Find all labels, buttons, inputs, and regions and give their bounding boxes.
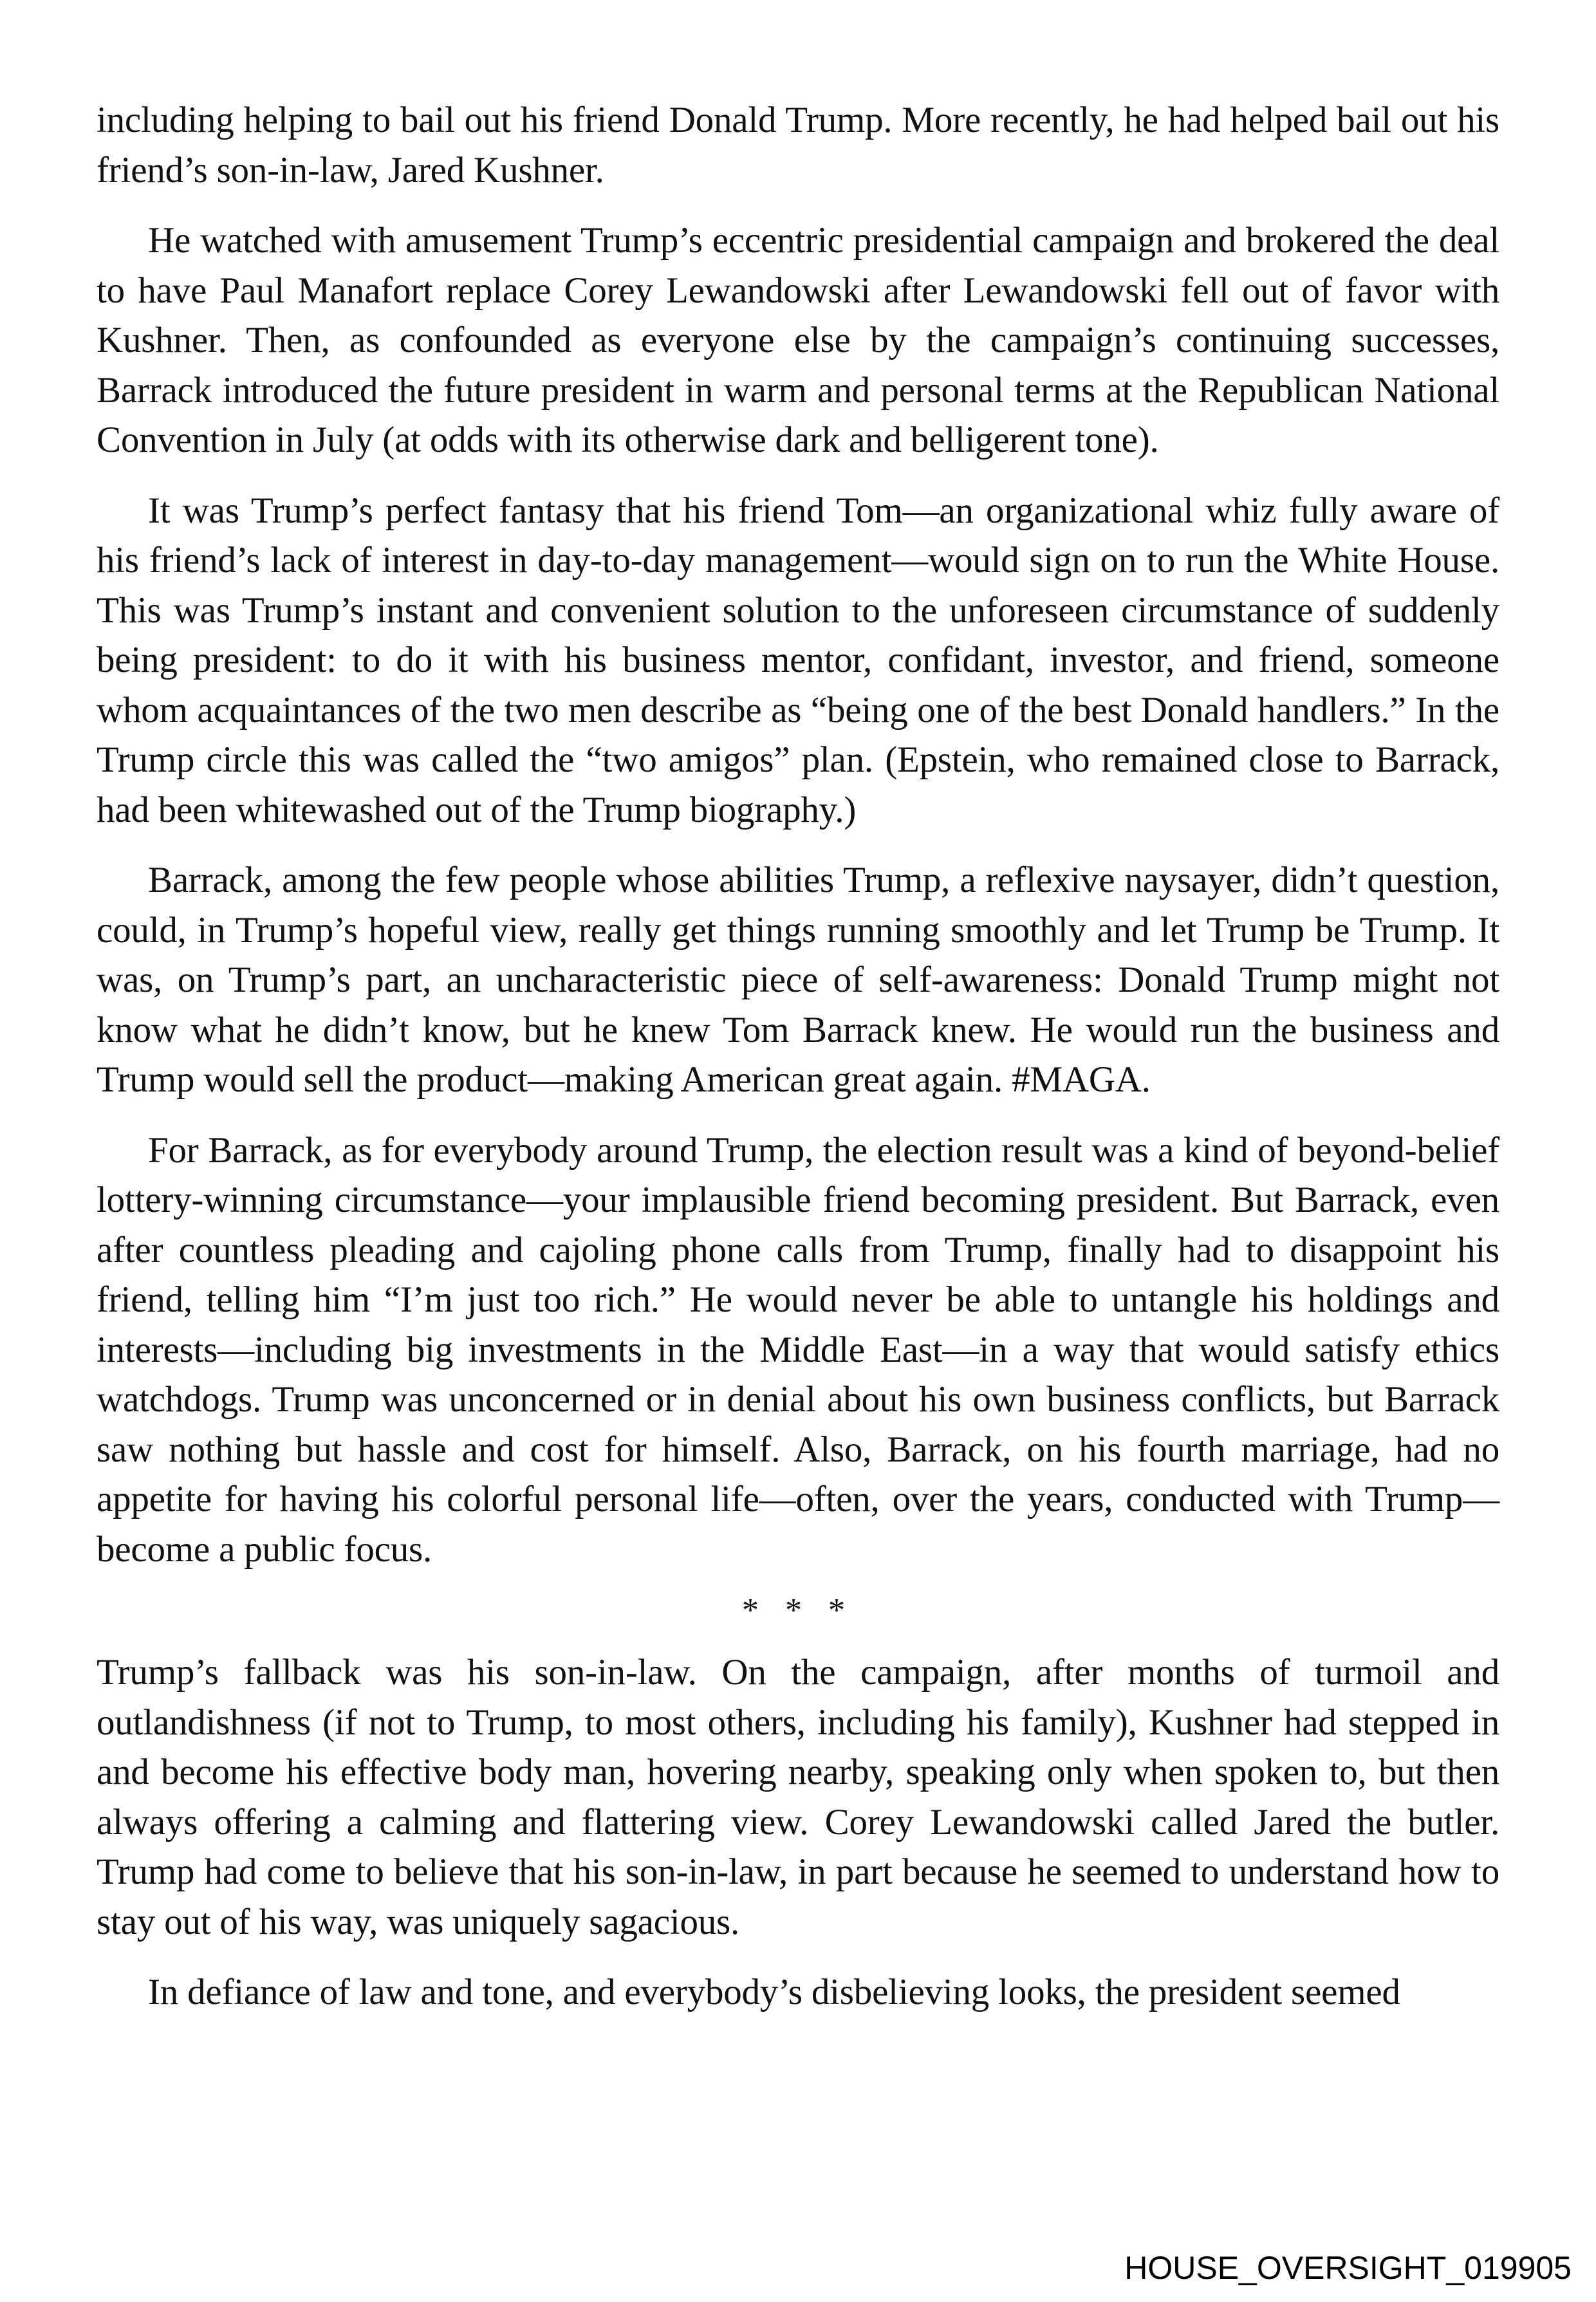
paragraph-1: including helping to bail out his friend Donald Trump. More recently, he had helped bail out his friend’s son-in-law, Jared Kushner. <box>97 100 1499 190</box>
paragraph-7: In defiance of law and tone, and everybody’s disbelieving looks, the president seemed <box>148 1972 1400 2012</box>
paragraph-4: Barrack, among the few people whose abilities Trump, a reflexive naysayer, didn’t question, could, in Trump’s hopeful view, really get things running smoothly and let Trump be Trump. It was, on Trump’s part, an uncharacteristic piece of self-awareness: Donald Trump might not know what he didn’t know, but he knew Tom Barrack knew. He would run the business and Trump would sell the product—making American great again. #MAGA. <box>97 860 1499 1100</box>
section-break-asterisks: * * * <box>742 1592 854 1629</box>
document-body <box>97 95 1499 2038</box>
bates-number-footer: HOUSE_OVERSIGHT_019905 <box>1124 2250 1572 2286</box>
paragraph-6: Trump’s fallback was his son-in-law. On the campaign, after months of turmoil and outlandishness (if not to Trump, to most others, including his family), Kushner had stepped in and become his effective body man, hovering nearby, speaking only when spoken to, but then always offering a calming and flattering view. Corey Lewandowski called Jared the butler. Trump had come to believe that his son-in-law, in part because he seemed to understand how to stay out of his way, was uniquely sagacious. <box>97 1652 1499 1942</box>
paragraph-5: For Barrack, as for everybody around Trump, the election result was a kind of beyond-belief lottery-winning circumstance—your implausible friend becoming president. But Barrack, even after countless pleading and cajoling phone calls from Trump, finally had to disappoint his friend, telling him “I’m just too rich.” He would never be able to untangle his holdings and interests—including big investments in the Middle East—in a way that would satisfy ethics watchdogs. Trump was unconcerned or in denial about his own business conflicts, but Barrack saw nothing but hassle and cost for himself. Also, Barrack, on his fourth marriage, had no appetite for having his colorful personal life—often, over the years, conducted with Trump—become a public focus. <box>97 1129 1499 1570</box>
paragraph-3: It was Trump’s perfect fantasy that his friend Tom—an organizational whiz fully aware of his friend’s lack of interest in day-to-day management—would sign on to run the White House. This was Trump’s instant and convenient solution to the unforeseen circumstance of suddenly being president: to do it with his business mentor, confidant, investor, and friend, someone whom acquaintances of the two men describe as “being one of the best Donald handlers.” In the Trump circle this was called the “two amigos” plan. (Epstein, who remained close to Barrack, had been whitewashed out of the Trump biography.) <box>97 490 1499 830</box>
paragraph-2: He watched with amusement Trump’s eccentric presidential campaign and brokered the deal to have Paul Manafort replace Corey Lewandowski after Lewandowski fell out of favor with Kushner. Then, as confounded as everyone else by the campaign’s continuing successes, Barrack introduced the future president in warm and personal terms at the Republican National Convention in July (at odds with its otherwise dark and belligerent tone). <box>97 220 1499 460</box>
